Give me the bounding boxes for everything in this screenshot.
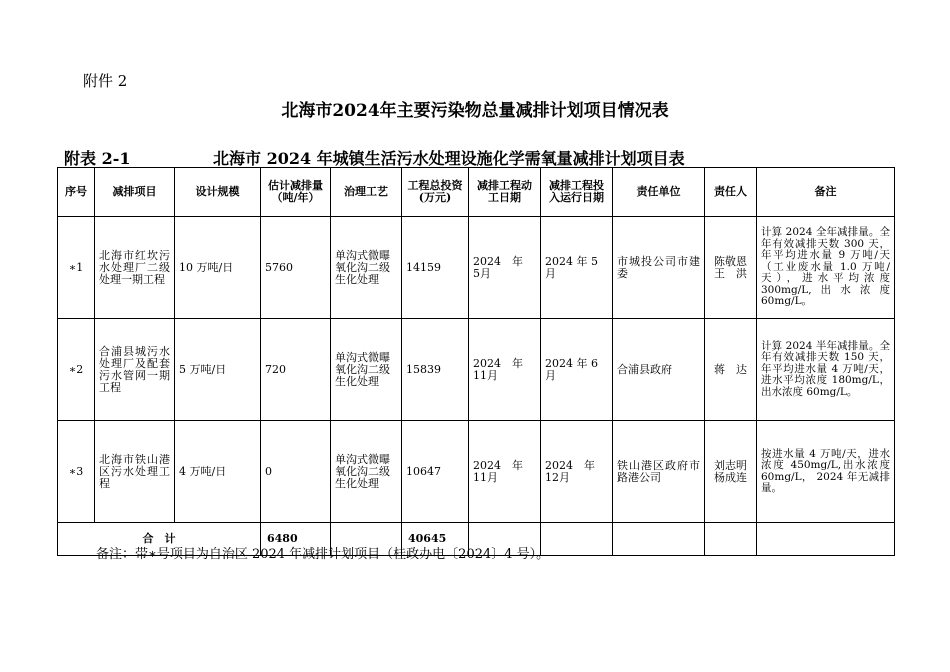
header-cell: 序号 — [58, 168, 95, 217]
header-cell: 工程总投资(万元) — [402, 168, 469, 217]
responsible-unit-cell: 市城投公司市建委 — [613, 217, 705, 319]
note-cell: 计算 2024 全年减排量。全年有效减排天数 300 天，年平均进水量 9 万吨/天（工业废水量 1.0 万吨/天），进水平均浓度 300mg/L,出水浓度 60mg/L。 — [757, 217, 895, 319]
reduction-projects-table — [57, 167, 895, 556]
scale-cell: 4 万吨/日 — [175, 421, 261, 523]
table-number: 附表 2-1 — [64, 149, 131, 168]
total-investment-cell: 40645 — [402, 523, 469, 556]
scale-cell: 10 万吨/日 — [175, 217, 261, 319]
responsible-person-cell: 刘志明 杨成连 — [705, 421, 757, 523]
reduction-cell: 720 — [261, 319, 331, 421]
start-date-cell: 2024 年 5月 — [469, 217, 541, 319]
process-cell: 单沟式微曝氧化沟二级生化处理 — [331, 217, 402, 319]
responsible-person-cell: 蒋 达 — [705, 319, 757, 421]
investment-cell: 14159 — [402, 217, 469, 319]
seq-cell: ∗1 — [58, 217, 95, 319]
header-cell: 估计减排量（吨/年） — [261, 168, 331, 217]
process-cell: 单沟式微曝氧化沟二级生化处理 — [331, 421, 402, 523]
table-header-row — [58, 168, 895, 217]
operation-date-cell: 2024 年 6 月 — [541, 319, 613, 421]
page-title: 北海市2024年主要污染物总量减排计划项目情况表 — [281, 101, 669, 121]
responsible-person-cell: 陈敬恩 王 洪 — [705, 217, 757, 319]
project-cell: 北海市红坎污水处理厂二级处理一期工程 — [95, 217, 175, 319]
reduction-cell: 0 — [261, 421, 331, 523]
investment-cell: 15839 — [402, 319, 469, 421]
note-cell: 按进水量 4 万吨/天，进水浓度 450mg/L,出水浓度 60mg/L， 2024 年无减排量。 — [757, 421, 895, 523]
table-row — [58, 217, 895, 319]
seq-cell: ∗3 — [58, 421, 95, 523]
attachment-label: 附件 2 — [83, 72, 128, 90]
empty-cell — [541, 523, 613, 556]
total-label-cell: 合 计 — [58, 523, 261, 556]
header-cell: 责任人 — [705, 168, 757, 217]
header-cell: 治理工艺 — [331, 168, 402, 217]
start-date-cell: 2024 年 11月 — [469, 319, 541, 421]
note-cell: 计算 2024 半年减排量。全年有效减排天数 150 天，年平均进水量 4 万吨/天，进水平均浓度 180mg/L，出水浓度 60mg/L。 — [757, 319, 895, 421]
table-title: 北海市 2024 年城镇生活污水处理设施化学需氧量减排计划项目表 — [213, 149, 685, 168]
table-caption — [64, 146, 894, 166]
footnote: 备注：带∗号项目为自治区 2024 年减排计划项目（桂政办电〔2024〕4 号）。 — [96, 547, 550, 562]
scale-cell: 5 万吨/日 — [175, 319, 261, 421]
header-cell: 责任单位 — [613, 168, 705, 217]
project-cell: 北海市铁山港区污水处理工程 — [95, 421, 175, 523]
responsible-unit-cell: 铁山港区政府市路港公司 — [613, 421, 705, 523]
operation-date-cell: 2024 年 12月 — [541, 421, 613, 523]
header-cell: 减排工程动工日期 — [469, 168, 541, 217]
responsible-unit-cell: 合浦县政府 — [613, 319, 705, 421]
start-date-cell: 2024 年 11月 — [469, 421, 541, 523]
reduction-cell: 5760 — [261, 217, 331, 319]
process-cell: 单沟式微曝氧化沟二级生化处理 — [331, 319, 402, 421]
header-cell: 设计规模 — [175, 168, 261, 217]
investment-cell: 10647 — [402, 421, 469, 523]
empty-cell — [613, 523, 705, 556]
operation-date-cell: 2024 年 5 月 — [541, 217, 613, 319]
header-cell: 备注 — [757, 168, 895, 217]
project-cell: 合浦县城污水处理厂及配套污水管网一期工程 — [95, 319, 175, 421]
table-row — [58, 421, 895, 523]
header-cell: 减排项目 — [95, 168, 175, 217]
empty-cell — [757, 523, 895, 556]
seq-cell: ∗2 — [58, 319, 95, 421]
header-cell: 减排工程投入运行日期 — [541, 168, 613, 217]
total-reduction-cell: 6480 — [261, 523, 331, 556]
empty-cell — [705, 523, 757, 556]
table-row — [58, 319, 895, 421]
